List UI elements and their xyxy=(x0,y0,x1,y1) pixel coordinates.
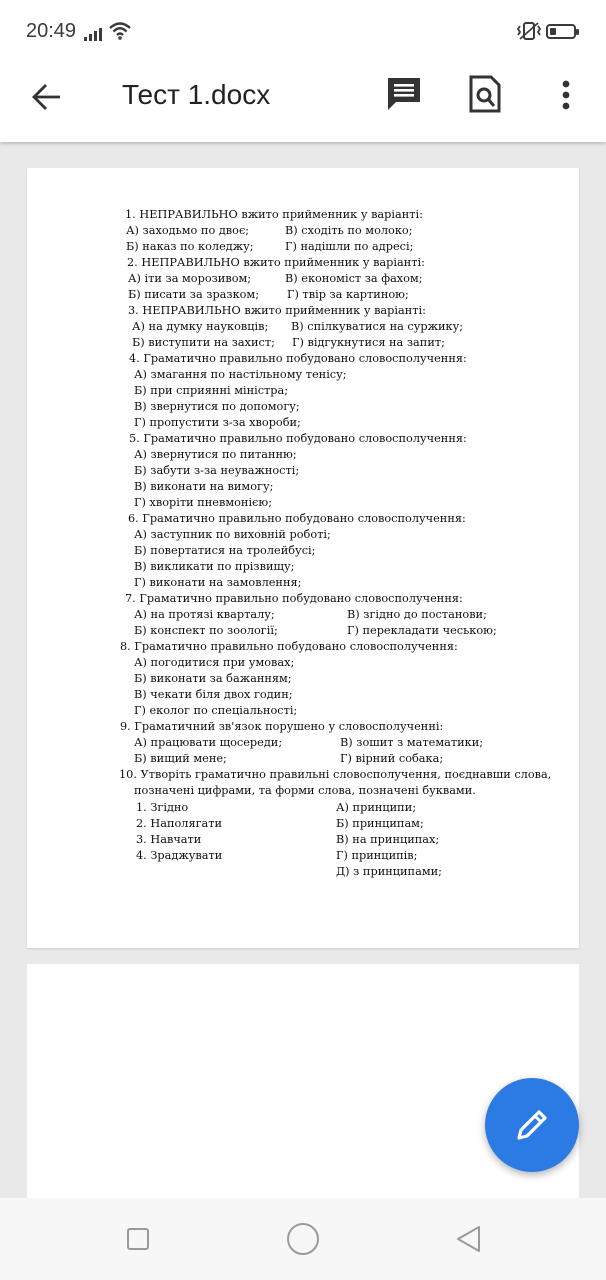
option-line: А) погодитися при умовах; xyxy=(134,656,295,669)
recents-button[interactable] xyxy=(127,1228,149,1250)
comment-icon[interactable] xyxy=(386,76,422,112)
vibrate-icon xyxy=(516,22,542,40)
question-10-cont: позначені цифрами, та форми слова, позначені буквами. xyxy=(134,784,476,797)
option-line: В) сходіть по молоко; xyxy=(285,224,413,237)
option-line: Г) твір за картиною; xyxy=(287,288,409,301)
match-item: 2. Наполягати xyxy=(136,817,223,830)
question-1: 1. НЕПРАВИЛЬНО вжито прийменник у варіанті: xyxy=(125,208,423,221)
cellular-signal-icon xyxy=(84,27,104,41)
question-2: 2. НЕПРАВИЛЬНО вжито прийменник у варіанті: xyxy=(127,256,425,269)
match-item: 3. Навчати xyxy=(136,833,202,846)
option-line: В) згідно до постанови; xyxy=(347,608,487,621)
nav-back-icon[interactable] xyxy=(454,1224,482,1254)
option-line: В) звернутися по допомогу; xyxy=(134,400,300,413)
option-line: Б) виступити на захист; xyxy=(132,336,275,349)
match-option: Г) принципів; xyxy=(336,849,418,862)
question-8: 8. Граматично правильно побудовано словосполучення: xyxy=(120,640,458,653)
option-line: В) викликати по прізвищу; xyxy=(134,560,295,573)
system-nav-bar xyxy=(0,1198,606,1280)
app-bar xyxy=(0,62,606,142)
option-line: В) чекати біля двох годин; xyxy=(134,688,293,701)
option-line: Б) вищий мене; xyxy=(134,752,227,765)
option-line: А) заходьмо по двоє; xyxy=(126,224,250,237)
option-line: Г) перекладати чеською; xyxy=(347,624,497,637)
option-line: А) на думку науковців; xyxy=(132,320,269,333)
option-line: А) працювати щосереди; xyxy=(134,736,283,749)
question-5: 5. Граматично правильно побудовано словосполучення: xyxy=(129,432,467,445)
option-line: А) заступник по виховній роботі; xyxy=(134,528,331,541)
option-line: В) виконати на вимогу; xyxy=(134,480,274,493)
match-option: В) на принципах; xyxy=(336,833,440,846)
option-line: А) іти за морозивом; xyxy=(128,272,252,285)
question-9: 9. Граматичний зв'язок порушено у словосполученні: xyxy=(120,720,444,733)
back-arrow-icon[interactable] xyxy=(30,80,64,114)
question-6: 6. Граматично правильно побудовано словосполучення: xyxy=(128,512,466,525)
more-vert-icon[interactable] xyxy=(552,76,580,114)
match-option: Д) з принципами; xyxy=(336,865,442,878)
option-line: В) зошит з математики; xyxy=(340,736,484,749)
option-line: Б) виконати за бажанням; xyxy=(134,672,292,685)
edit-fab-button[interactable] xyxy=(485,1078,579,1172)
question-7: 7. Граматично правильно побудовано словосполучення: xyxy=(125,592,463,605)
option-line: А) змагання по настільному тенісу; xyxy=(134,368,347,381)
battery-level xyxy=(550,28,556,35)
option-line: Г) виконати на замовлення; xyxy=(134,576,302,589)
battery-icon xyxy=(546,24,576,39)
option-line: В) економіст за фахом; xyxy=(285,272,423,285)
home-button[interactable] xyxy=(287,1223,319,1255)
option-line: Г) хворіти пневмонією; xyxy=(134,496,273,509)
option-line: А) на протязі кварталу; xyxy=(134,608,275,621)
option-line: Г) еколог по спеціальності; xyxy=(134,704,298,717)
option-line: Б) забути з-за неуважності; xyxy=(134,464,300,477)
wifi-icon xyxy=(108,21,132,41)
question-4: 4. Граматично правильно побудовано словосполучення: xyxy=(129,352,467,365)
option-line: Г) вірний собака; xyxy=(340,752,444,765)
document-title: Тест 1.docx xyxy=(122,79,271,110)
option-line: Б) наказ по коледжу; xyxy=(126,240,254,253)
status-bar xyxy=(0,0,606,62)
match-option: Б) принципам; xyxy=(336,817,424,830)
question-3: 3. НЕПРАВИЛЬНО вжито прийменник у варіанті: xyxy=(128,304,426,317)
match-item: 1. Згідно xyxy=(136,801,189,814)
option-line: В) спілкуватися на суржику; xyxy=(291,320,464,333)
option-line: Б) писати за зразком; xyxy=(128,288,260,301)
option-line: Б) при сприянні міністра; xyxy=(134,384,289,397)
pencil-icon xyxy=(513,1106,551,1144)
option-line: Г) пропустити з-за хвороби; xyxy=(134,416,301,429)
option-line: Г) надішли по адресі; xyxy=(285,240,414,253)
match-option: А) принципи; xyxy=(336,801,417,814)
match-item: 4. Зраджувати xyxy=(136,849,223,862)
document-page[interactable] xyxy=(27,168,579,948)
status-time: 20:49 xyxy=(26,20,77,42)
option-line: Б) конспект по зоології; xyxy=(134,624,278,637)
find-in-page-icon[interactable] xyxy=(468,75,502,113)
document-page-2[interactable] xyxy=(27,964,579,1204)
document-text xyxy=(27,168,579,948)
option-line: Б) повертатися на тролейбусі; xyxy=(134,544,316,557)
option-line: Г) відгукнутися на запит; xyxy=(292,336,445,349)
question-10: 10. Утворіть граматично правильні словосполучення, поєднавши слова, xyxy=(119,768,552,781)
option-line: А) звернутися по питанню; xyxy=(134,448,297,461)
